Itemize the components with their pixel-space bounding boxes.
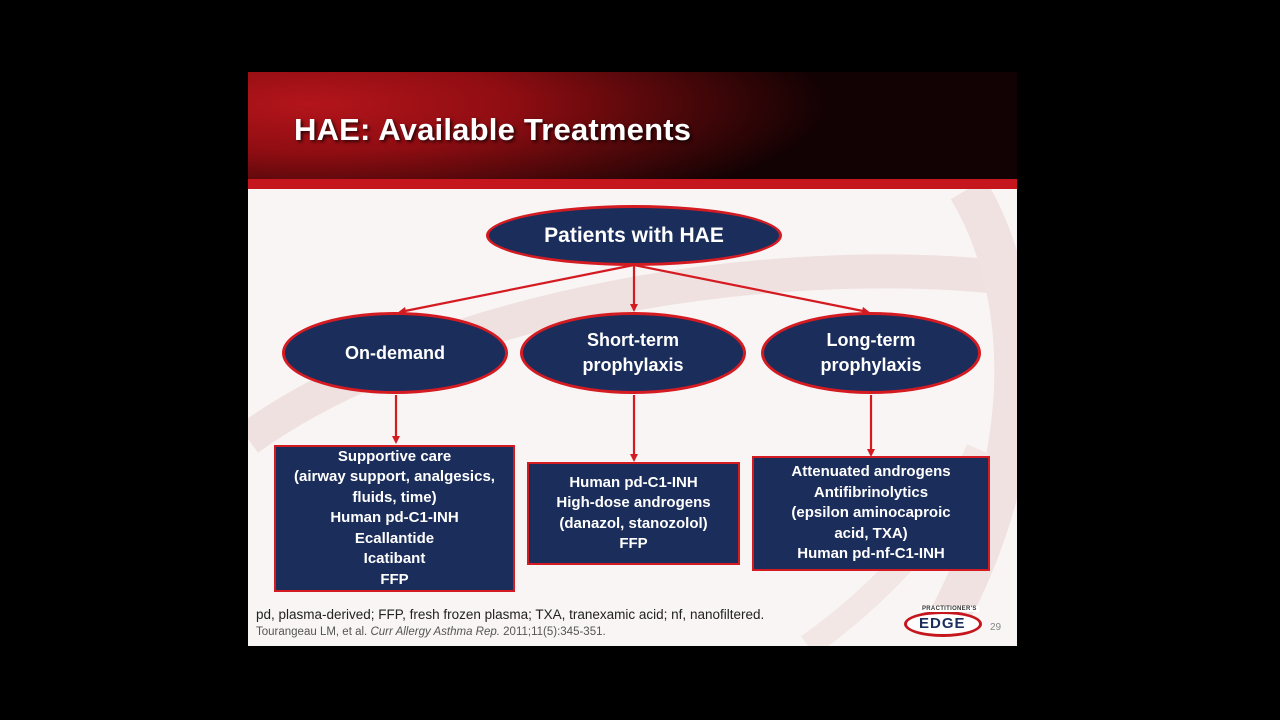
category-short-term-prophylaxis	[520, 312, 746, 394]
treatment-item: Ecallantide	[354, 529, 435, 547]
practitioners-edge-logo	[904, 608, 984, 638]
reference-details: 2011;11(5):345-351.	[499, 626, 606, 638]
connector-root-to-long-term	[634, 265, 868, 312]
treatment-item: acid, TXA)	[834, 524, 908, 542]
treatment-item: Human pd-nf-C1-INH	[797, 545, 945, 563]
treatment-item: FFP	[619, 534, 648, 552]
category-long-term-prophylaxis	[761, 312, 981, 394]
logo-top-text: PRACTITIONER'S	[922, 606, 977, 612]
treatment-item: FFP	[380, 570, 409, 588]
slide	[248, 72, 1017, 646]
treatment-item: High-dose androgens	[556, 494, 711, 512]
treatment-item: Human pd-C1-INH	[330, 509, 459, 527]
category-on-demand-label: On-demand	[344, 342, 445, 363]
treatment-item: Icatibant	[363, 550, 426, 568]
root-node	[486, 205, 782, 266]
abbreviations-footnote: pd, plasma-derived; FFP, fresh frozen plasma; TXA, tranexamic acid; nf, nanofiltered.	[256, 607, 765, 622]
category-on-demand	[282, 312, 508, 394]
slide-title: HAE: Available Treatments	[294, 112, 692, 147]
category-short-term-line-2: prophylaxis	[582, 355, 684, 375]
category-long-term-line-1: Long-term	[826, 330, 916, 350]
treatment-item: fluids, time)	[352, 488, 437, 506]
reference-journal: Curr Allergy Asthma Rep.	[370, 626, 500, 638]
connector-root-to-on-demand	[400, 265, 634, 312]
treatment-item: (epsilon aminocaproic	[791, 504, 951, 522]
reference-citation	[256, 626, 606, 638]
page-number: 29	[990, 622, 1002, 633]
treatment-item: (danazol, stanozolol)	[559, 514, 708, 532]
treatments-short-term-box	[527, 462, 740, 565]
treatments-long-term-box	[752, 456, 990, 571]
treatment-item: Human pd-C1-INH	[569, 473, 698, 491]
treatment-item: (airway support, analgesics,	[294, 468, 495, 486]
treatment-item: Attenuated androgens	[791, 463, 951, 481]
category-short-term-line-1: Short-term	[586, 330, 679, 350]
treatment-item: Supportive care	[337, 448, 452, 466]
treatments-on-demand-box	[274, 445, 515, 592]
root-node-label: Patients with HAE	[544, 224, 724, 247]
treatment-item: Antifibrinolytics	[813, 483, 929, 501]
logo-word: EDGE	[919, 615, 966, 632]
category-long-term-line-2: prophylaxis	[820, 355, 922, 375]
reference-authors: Tourangeau LM, et al.	[256, 626, 371, 638]
